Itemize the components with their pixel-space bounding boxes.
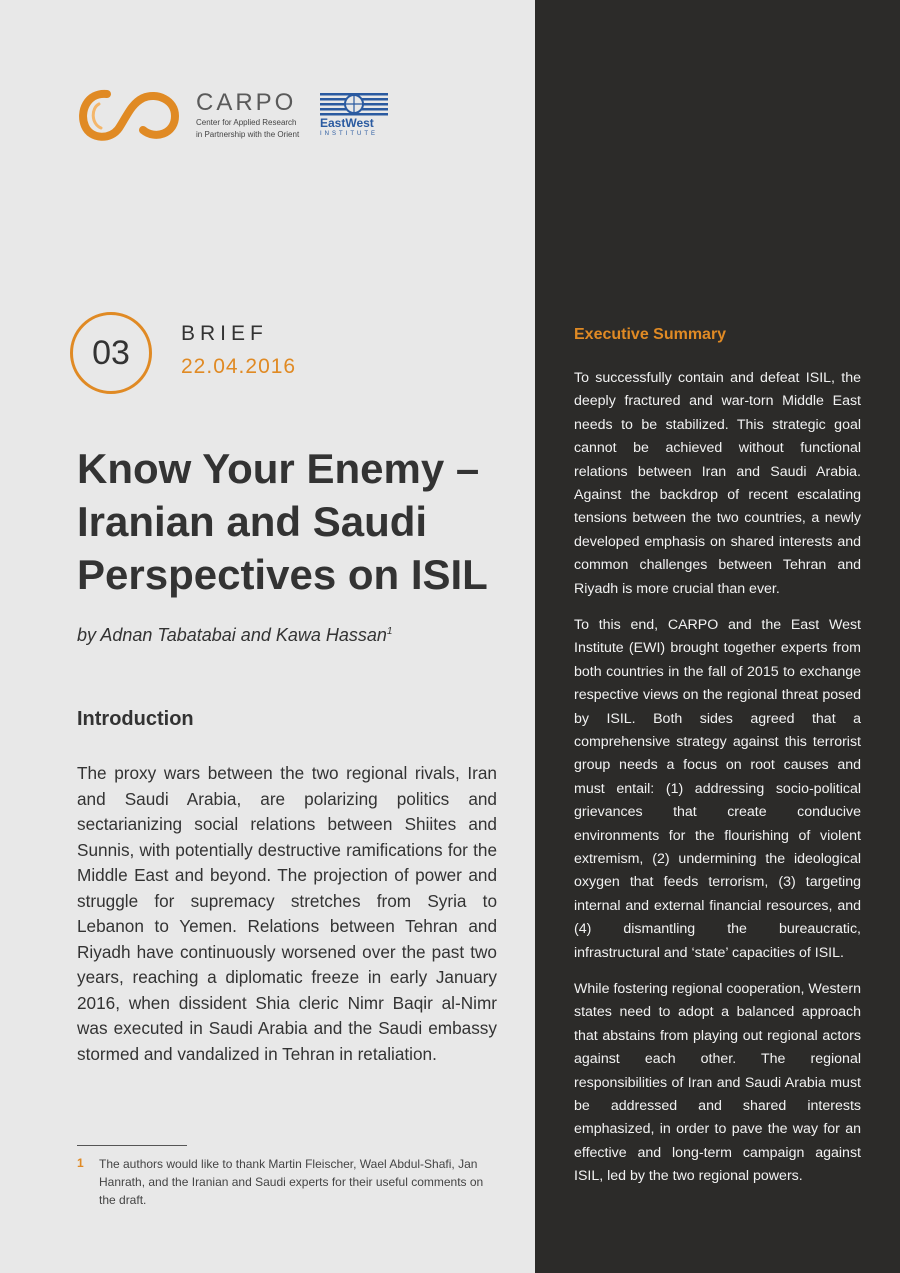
brief-label: BRIEF (181, 322, 268, 345)
document-title: Know Your Enemy – Iranian and Saudi Perspectives on ISIL (77, 445, 488, 598)
ewi-name: EastWest (320, 116, 374, 130)
executive-summary-heading: Executive Summary (574, 326, 727, 343)
carpo-name: CARPO (196, 89, 297, 116)
carpo-subtitle-line2: in Partnership with the Orient (196, 130, 300, 139)
eastwest-institute-logo-icon (320, 93, 388, 117)
byline-footnote-ref: 1 (386, 626, 393, 637)
executive-summary-paragraph-3: While fostering regional cooperation, Western states need to adopt a balanced approach that abstains from playing out regional actors against each other. The regional responsibilities of Iran and Saudi Arabia must be addressed and shared interests emphasized, in order to pave the way for an effective and long-term campaign against ISIL, led by the two regional powers. (574, 981, 861, 1185)
carpo-wordmark (196, 90, 299, 140)
brief-date: 22.04.2016 (181, 355, 297, 378)
footnote-text: The authors would like to thank Martin Fleischer, Wael Abdul-Shafi, Jan Hanrath, and the Iranian and Saudi experts for their useful comments on the draft. (99, 1157, 484, 1207)
ewi-institute-label: INSTITUTE (320, 131, 378, 137)
executive-summary-paragraph-2: To this end, CARPO and the East West Institute (EWI) brought together experts from both countries in the fall of 2015 to exchange respective views on the regional threat posed by ISIL. Both sides agreed that a comprehensive strategy against this terrorist group needs a focus on root causes and must entail: (1) addressing socio-political grievances that create conducive environments for the flourishing of violent extremism, (2) undermining the ideological oxygen that feeds terrorism, (3) targeting internal and external financial resources, and (4) dismantling the bureaucratic, infrastructural and ‘state’ capacities of ISIL. (574, 617, 861, 961)
brief-number-badge: 03 (70, 312, 152, 394)
introduction-body: The proxy wars between the two regional rivals, Iran and Saudi Arabia, are polarizing politics and sectarianizing social relations between Shiites and Sunnis, with potentially destructive ramifications for the Middle East and beyond. The projection of power and struggle for supremacy stretches from Syria to Lebanon to Yemen. Relations between Tehran and Riyadh have continuously worsened over the past two years, reaching a diplomatic freeze in early January 2016, when dissident Shia cleric Nimr Baqir al-Nimr was executed in Saudi Arabia and the Saudi embassy stormed and vandalized in Tehran in retaliation. (77, 763, 497, 1064)
footnote-number: 1 (77, 1156, 84, 1170)
footnote-divider (77, 1145, 187, 1146)
byline-text: by Adnan Tabatabai and Kawa Hassan (77, 625, 387, 645)
byline (77, 625, 392, 646)
carpo-logo-icon (77, 84, 181, 142)
carpo-subtitle-line1: Center for Applied Research (196, 118, 297, 127)
executive-summary-paragraph-1: To successfully contain and defeat ISIL, the deeply fractured and war-torn Middle East needs to be stabilized. This strategic goal cannot be achieved without functional relations between Iran and Saudi Arabia. Against the backdrop of recent escalating tensions between the two countries, a newly developed emphasis on shared interests and common challenges between Tehran and Riyadh is more crucial than ever. (574, 370, 861, 597)
introduction-heading: Introduction (77, 708, 194, 730)
